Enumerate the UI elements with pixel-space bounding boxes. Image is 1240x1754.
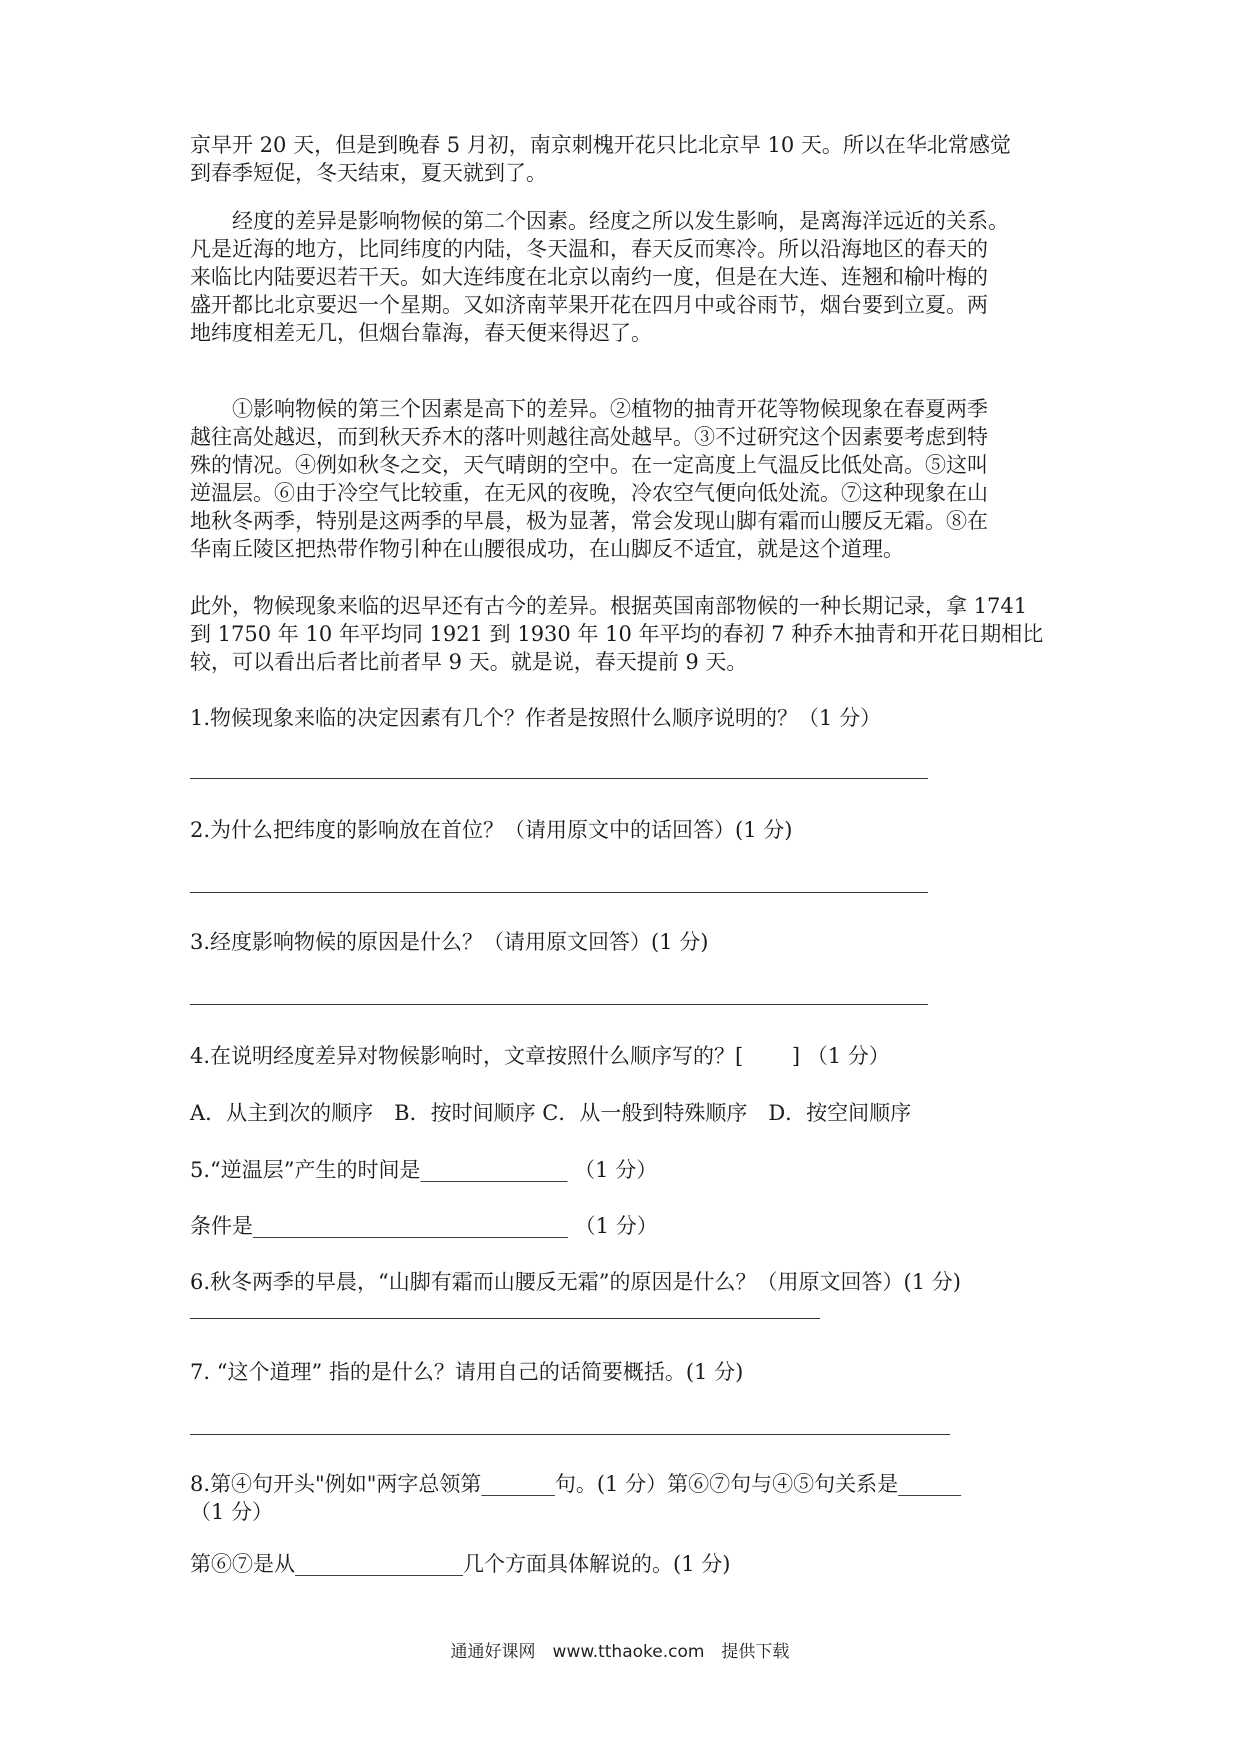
answer-line-1[interactable] [190,778,928,779]
question-text: 第⑥⑦是从________________几个方面具体解说的。(1 分) [190,1552,731,1576]
question-7 [190,1358,1060,1386]
text-line: 地秋冬两季，特别是这两季的早晨，极为显著，常会发现山脚有霜而山腰反无霜。⑧在 [190,509,988,533]
text-line: 到 1750 年 10 年平均同 1921 到 1930 年 10 年平均的春初 7 种乔木抽青和开花日期相比 [190,622,1044,646]
question-1 [190,704,1060,732]
text-line: 京早开 20 天，但是到晚春 5 月初，南京刺槐开花只比北京早 10 天。所以在华北常感觉 [190,133,1011,157]
text-line: 到春季短促，冬天结束，夏天就到了。 [190,161,547,185]
question-2 [190,816,1060,844]
question-text: 2.为什么把纬度的影响放在首位？（请用原文中的话回答）(1 分) [190,818,793,842]
passage-paragraph-1 [190,131,1060,187]
passage-paragraph-4 [190,592,1060,676]
question-5a [190,1156,1060,1184]
question-text: 8.第④句开头"例如"两字总领第_______句。(1 分）第⑥⑦句与④⑤句关系是______ [190,1472,962,1496]
question-text: 4.在说明经度差异对物候影响时，文章按照什么顺序写的？[ ] （1 分） [190,1044,890,1068]
text-line: 此外，物候现象来临的迟早还有古今的差异。根据英国南部物候的一种长期记录，拿 1741 [190,594,1028,618]
question-4 [190,1042,1060,1070]
text-line: 盛开都比北京要迟一个星期。又如济南苹果开花在四月中或谷雨节，烟台要到立夏。两 [190,293,988,317]
text-line: ①影响物候的第三个因素是高下的差异。②植物的抽青开花等物候现象在春夏两季 [190,397,988,421]
answer-line-7[interactable] [190,1434,950,1435]
passage-paragraph-3 [190,395,1060,563]
text-line: 地纬度相差无几，但烟台靠海，春天便来得迟了。 [190,321,652,345]
text-line: 经度的差异是影响物候的第二个因素。经度之所以发生影响，是离海洋远近的关系。 [190,209,1009,233]
question-text: 5.“逆温层”产生的时间是______________ （1 分） [190,1158,658,1182]
question-8 [190,1470,1060,1526]
answer-line-2[interactable] [190,892,928,893]
text-line: 来临比内陆要迟若干天。如大连纬度在北京以南约一度，但是在大连、连翘和榆叶梅的 [190,265,988,289]
question-text: 条件是______________________________ （1 分） [190,1214,658,1238]
text-line: 越往高处越迟，而到秋天乔木的落叶则越往高处越早。③不过研究这个因素要考虑到特 [190,425,988,449]
question-text: （1 分） [190,1500,274,1524]
text-line: 较，可以看出后者比前者早 9 天。就是说，春天提前 9 天。 [190,650,748,674]
question-3 [190,928,1060,956]
question-text: 1.物候现象来临的决定因素有几个？作者是按照什么顺序说明的？（1 分） [190,706,882,730]
text-line: 逆温层。⑥由于冷空气比较重，在无风的夜晚，冷农空气便向低处流。⑦这种现象在山 [190,481,988,505]
passage-paragraph-2 [190,207,1060,347]
question-5b [190,1212,1060,1240]
question-text: 7. “这个道理” 指的是什么？请用自己的话简要概括。(1 分) [190,1360,744,1384]
question-4-options [190,1099,1060,1127]
question-text: 3.经度影响物候的原因是什么？（请用原文回答）(1 分) [190,930,709,954]
text-line: 凡是近海的地方，比同纬度的内陆，冬天温和，春天反而寒冷。所以沿海地区的春天的 [190,237,988,261]
answer-line-6[interactable] [190,1318,820,1319]
footer-watermark: 通通好课网 www.tthaoke.com 提供下载 [450,1642,790,1662]
answer-line-3[interactable] [190,1004,928,1005]
text-line: 华南丘陵区把热带作物引种在山腰很成功，在山脚反不适宜，就是这个道理。 [190,537,904,561]
text-line: 殊的情况。④例如秋冬之交，天气晴朗的空中。在一定高度上气温反比低处高。⑤这叫 [190,453,988,477]
question-text: 6.秋冬两季的早晨，“山脚有霜而山腰反无霜”的原因是什么？（用原文回答）(1 分) [190,1270,961,1294]
question-8c [190,1550,1060,1578]
question-6 [190,1268,1060,1296]
options-text: A．从主到次的顺序 B．按时间顺序 C．从一般到特殊顺序 D．按空间顺序 [190,1101,912,1125]
